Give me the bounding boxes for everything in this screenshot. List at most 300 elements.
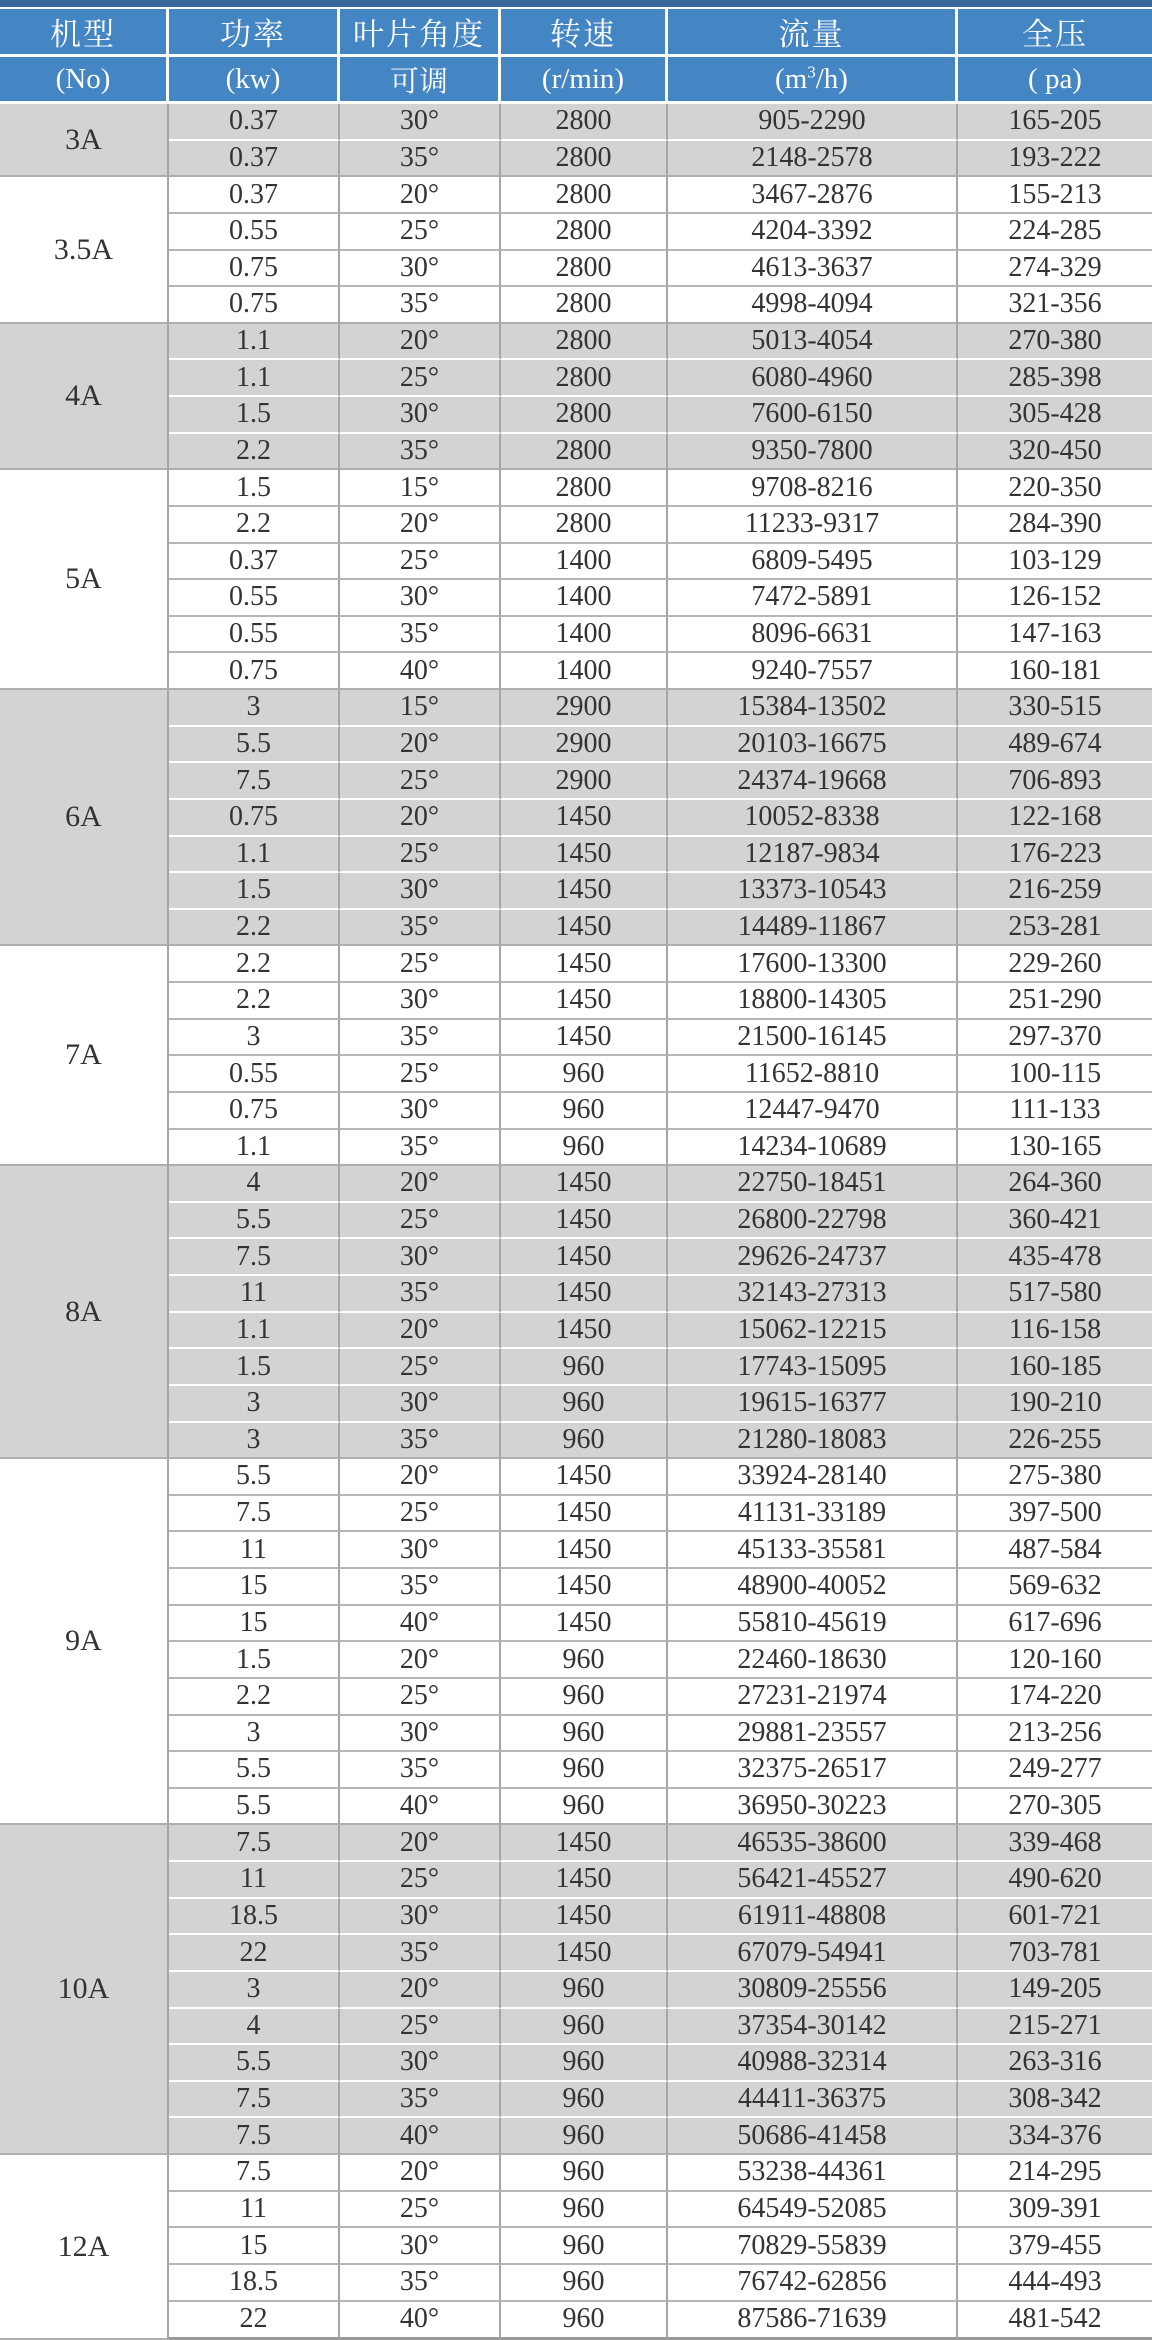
speed-cell: 1450: [501, 1276, 668, 1313]
pressure-cell: 160-181: [958, 653, 1152, 690]
spec-row: [0, 324, 1152, 361]
spec-row: [0, 251, 1152, 288]
spec-row: [0, 1972, 1152, 2009]
flow-cell: 7472-5891: [668, 580, 958, 617]
speed-cell: 1450: [501, 946, 668, 983]
pressure-cell: 149-205: [958, 1972, 1152, 2009]
power-cell: 1.5: [169, 873, 340, 910]
angle-cell: 30°: [340, 873, 501, 910]
spec-row: [0, 2009, 1152, 2046]
angle-cell: 35°: [340, 910, 501, 947]
spec-row: [0, 507, 1152, 544]
flow-cell: 67079-54941: [668, 1935, 958, 1972]
angle-cell: 35°: [340, 1935, 501, 1972]
power-cell: 5.5: [169, 1203, 340, 1240]
power-cell: 11: [169, 2192, 340, 2229]
flow-cell: 29626-24737: [668, 1239, 958, 1276]
flow-cell: 46535-38600: [668, 1825, 958, 1862]
angle-cell: 30°: [340, 397, 501, 434]
speed-cell: 960: [501, 2155, 668, 2192]
power-cell: 3: [169, 1716, 340, 1753]
power-cell: 3: [169, 690, 340, 727]
angle-cell: 30°: [340, 580, 501, 617]
speed-cell: 1450: [501, 1899, 668, 1936]
speed-cell: 2800: [501, 287, 668, 324]
pressure-cell: 100-115: [958, 1056, 1152, 1093]
speed-cell: 2800: [501, 397, 668, 434]
pressure-cell: 174-220: [958, 1679, 1152, 1716]
speed-cell: 960: [501, 1056, 668, 1093]
spec-row: [0, 653, 1152, 690]
pressure-cell: 490-620: [958, 1862, 1152, 1899]
angle-cell: 20°: [340, 1459, 501, 1496]
speed-cell: 2800: [501, 324, 668, 361]
speed-cell: 960: [501, 2082, 668, 2119]
model-cell: 8A: [0, 1166, 169, 1459]
unit-blade-angle: 可调: [340, 57, 501, 104]
flow-cell: 12187-9834: [668, 837, 958, 874]
flow-cell: 64549-52085: [668, 2192, 958, 2229]
angle-cell: 30°: [340, 104, 501, 141]
speed-cell: 1450: [501, 1313, 668, 1350]
flow-cell: 4204-3392: [668, 214, 958, 251]
speed-cell: 960: [501, 1789, 668, 1826]
power-cell: 3: [169, 1386, 340, 1423]
pressure-cell: 226-255: [958, 1423, 1152, 1460]
spec-row: [0, 800, 1152, 837]
speed-cell: 960: [501, 1972, 668, 2009]
speed-cell: 2900: [501, 690, 668, 727]
header-power: 功率: [169, 9, 340, 57]
angle-cell: 30°: [340, 2228, 501, 2265]
speed-cell: 960: [501, 2118, 668, 2155]
power-cell: 0.55: [169, 617, 340, 654]
pressure-cell: 120-160: [958, 1642, 1152, 1679]
model-cell: 9A: [0, 1459, 169, 1825]
power-cell: 1.1: [169, 324, 340, 361]
power-cell: 0.37: [169, 177, 340, 214]
speed-cell: 2800: [501, 434, 668, 471]
spec-row: [0, 1825, 1152, 1862]
spec-row: [0, 1569, 1152, 1606]
flow-cell: 17600-13300: [668, 946, 958, 983]
angle-cell: 30°: [340, 983, 501, 1020]
spec-row: [0, 1532, 1152, 1569]
pressure-cell: 601-721: [958, 1899, 1152, 1936]
speed-cell: 960: [501, 2302, 668, 2340]
pressure-cell: 297-370: [958, 1020, 1152, 1057]
flow-cell: 87586-71639: [668, 2302, 958, 2340]
pressure-cell: 122-168: [958, 800, 1152, 837]
pressure-cell: 190-210: [958, 1386, 1152, 1423]
power-cell: 5.5: [169, 2045, 340, 2082]
flow-cell: 6809-5495: [668, 544, 958, 581]
angle-cell: 30°: [340, 1716, 501, 1753]
power-cell: 15: [169, 1606, 340, 1643]
power-cell: 0.55: [169, 1056, 340, 1093]
flow-cell: 9350-7800: [668, 434, 958, 471]
spec-row: [0, 1239, 1152, 1276]
flow-cell: 17743-15095: [668, 1349, 958, 1386]
spec-row: [0, 983, 1152, 1020]
header-speed: 转速: [501, 9, 668, 57]
power-cell: 0.75: [169, 800, 340, 837]
speed-cell: 2800: [501, 507, 668, 544]
unit-model: (No): [0, 57, 169, 104]
speed-cell: 960: [501, 1423, 668, 1460]
angle-cell: 35°: [340, 1423, 501, 1460]
speed-cell: 1400: [501, 617, 668, 654]
power-cell: 7.5: [169, 1496, 340, 1533]
speed-cell: 1450: [501, 1569, 668, 1606]
pressure-cell: 517-580: [958, 1276, 1152, 1313]
power-cell: 1.1: [169, 837, 340, 874]
pressure-cell: 330-515: [958, 690, 1152, 727]
power-cell: 0.75: [169, 251, 340, 288]
flow-cell: 7600-6150: [668, 397, 958, 434]
flow-cell: 24374-19668: [668, 763, 958, 800]
angle-cell: 35°: [340, 1752, 501, 1789]
speed-cell: 960: [501, 2228, 668, 2265]
power-cell: 2.2: [169, 507, 340, 544]
speed-cell: 2800: [501, 214, 668, 251]
spec-row: [0, 873, 1152, 910]
pressure-cell: 703-781: [958, 1935, 1152, 1972]
power-cell: 15: [169, 1569, 340, 1606]
spec-row: [0, 2265, 1152, 2302]
power-cell: 1.5: [169, 1642, 340, 1679]
pressure-cell: 360-421: [958, 1203, 1152, 1240]
angle-cell: 15°: [340, 690, 501, 727]
spec-row: [0, 1130, 1152, 1167]
flow-cell: 8096-6631: [668, 617, 958, 654]
pressure-cell: 147-163: [958, 617, 1152, 654]
angle-cell: 25°: [340, 763, 501, 800]
spec-row: [0, 946, 1152, 983]
pressure-cell: 103-129: [958, 544, 1152, 581]
superscript-3: 3: [807, 61, 816, 81]
flow-cell: 21500-16145: [668, 1020, 958, 1057]
flow-cell: 6080-4960: [668, 360, 958, 397]
angle-cell: 35°: [340, 1130, 501, 1167]
power-cell: 7.5: [169, 1825, 340, 1862]
spec-row: [0, 104, 1152, 141]
angle-cell: 35°: [340, 617, 501, 654]
unit-speed: (r/min): [501, 57, 668, 104]
power-cell: 1.1: [169, 360, 340, 397]
flow-cell: 30809-25556: [668, 1972, 958, 2009]
angle-cell: 35°: [340, 287, 501, 324]
power-cell: 11: [169, 1532, 340, 1569]
speed-cell: 2800: [501, 470, 668, 507]
flow-cell: 21280-18083: [668, 1423, 958, 1460]
pressure-cell: 224-285: [958, 214, 1152, 251]
flow-cell: 44411-36375: [668, 2082, 958, 2119]
pressure-cell: 111-133: [958, 1093, 1152, 1130]
model-cell: 3A: [0, 104, 169, 177]
speed-cell: 960: [501, 1130, 668, 1167]
unit-power: (kw): [169, 57, 340, 104]
spec-row: [0, 1496, 1152, 1533]
flow-cell: 10052-8338: [668, 800, 958, 837]
power-cell: 0.37: [169, 544, 340, 581]
pressure-cell: 309-391: [958, 2192, 1152, 2229]
pressure-cell: 165-205: [958, 104, 1152, 141]
spec-row: [0, 1093, 1152, 1130]
pressure-cell: 284-390: [958, 507, 1152, 544]
spec-row: [0, 1642, 1152, 1679]
angle-cell: 25°: [340, 946, 501, 983]
spec-row: [0, 837, 1152, 874]
spec-row: [0, 1313, 1152, 1350]
spec-row: [0, 214, 1152, 251]
power-cell: 0.55: [169, 214, 340, 251]
speed-cell: 1450: [501, 837, 668, 874]
angle-cell: 20°: [340, 800, 501, 837]
pressure-cell: 213-256: [958, 1716, 1152, 1753]
flow-cell: 12447-9470: [668, 1093, 958, 1130]
table-body: [0, 104, 1152, 2340]
power-cell: 3: [169, 1423, 340, 1460]
power-cell: 3: [169, 1020, 340, 1057]
speed-cell: 1450: [501, 1239, 668, 1276]
power-cell: 0.37: [169, 141, 340, 178]
flow-cell: 27231-21974: [668, 1679, 958, 1716]
model-cell: 10A: [0, 1825, 169, 2155]
angle-cell: 20°: [340, 1825, 501, 1862]
angle-cell: 35°: [340, 2265, 501, 2302]
flow-cell: 5013-4054: [668, 324, 958, 361]
flow-cell: 14234-10689: [668, 1130, 958, 1167]
spec-row: [0, 2155, 1152, 2192]
angle-cell: 25°: [340, 1496, 501, 1533]
speed-cell: 2900: [501, 727, 668, 764]
spec-row: [0, 287, 1152, 324]
speed-cell: 1400: [501, 544, 668, 581]
spec-row: [0, 1386, 1152, 1423]
power-cell: 0.37: [169, 104, 340, 141]
angle-cell: 20°: [340, 507, 501, 544]
speed-cell: 960: [501, 2009, 668, 2046]
spec-row: [0, 690, 1152, 727]
angle-cell: 25°: [340, 1349, 501, 1386]
pressure-cell: 706-893: [958, 763, 1152, 800]
flow-cell: 56421-45527: [668, 1862, 958, 1899]
pressure-cell: 270-380: [958, 324, 1152, 361]
speed-cell: 2800: [501, 177, 668, 214]
pressure-cell: 489-674: [958, 727, 1152, 764]
spec-row: [0, 1679, 1152, 1716]
speed-cell: 960: [501, 2192, 668, 2229]
pressure-cell: 253-281: [958, 910, 1152, 947]
unit-pressure: ( pa): [958, 57, 1152, 104]
spec-row: [0, 1862, 1152, 1899]
flow-cell: 11652-8810: [668, 1056, 958, 1093]
angle-cell: 25°: [340, 2009, 501, 2046]
pressure-cell: 305-428: [958, 397, 1152, 434]
model-cell: 7A: [0, 946, 169, 1166]
speed-cell: 1450: [501, 1825, 668, 1862]
fan-spec-table: [0, 9, 1152, 2340]
power-cell: 2.2: [169, 946, 340, 983]
flow-cell: 32375-26517: [668, 1752, 958, 1789]
flow-cell: 50686-41458: [668, 2118, 958, 2155]
spec-row: [0, 1789, 1152, 1826]
angle-cell: 25°: [340, 2192, 501, 2229]
speed-cell: 1450: [501, 983, 668, 1020]
header-unit-row: [0, 57, 1152, 104]
speed-cell: 1450: [501, 1203, 668, 1240]
power-cell: 7.5: [169, 2155, 340, 2192]
model-cell: 12A: [0, 2155, 169, 2340]
flow-cell: 22750-18451: [668, 1166, 958, 1203]
model-cell: 3.5A: [0, 177, 169, 324]
power-cell: 5.5: [169, 727, 340, 764]
speed-cell: 2800: [501, 360, 668, 397]
spec-row: [0, 544, 1152, 581]
spec-row: [0, 397, 1152, 434]
spec-row: [0, 763, 1152, 800]
pressure-cell: 215-271: [958, 2009, 1152, 2046]
flow-cell: 37354-30142: [668, 2009, 958, 2046]
pressure-cell: 251-290: [958, 983, 1152, 1020]
pressure-cell: 320-450: [958, 434, 1152, 471]
angle-cell: 25°: [340, 1203, 501, 1240]
flow-cell: 36950-30223: [668, 1789, 958, 1826]
power-cell: 0.75: [169, 1093, 340, 1130]
header-title-row: [0, 9, 1152, 57]
power-cell: 1.5: [169, 1349, 340, 1386]
flow-cell: 45133-35581: [668, 1532, 958, 1569]
angle-cell: 35°: [340, 1569, 501, 1606]
model-cell: 5A: [0, 470, 169, 690]
top-accent-bar: [0, 0, 1152, 9]
angle-cell: 25°: [340, 1056, 501, 1093]
spec-row: [0, 2045, 1152, 2082]
power-cell: 0.75: [169, 287, 340, 324]
spec-row: [0, 1056, 1152, 1093]
speed-cell: 960: [501, 2265, 668, 2302]
speed-cell: 1450: [501, 1459, 668, 1496]
angle-cell: 40°: [340, 1789, 501, 1826]
pressure-cell: 569-632: [958, 1569, 1152, 1606]
angle-cell: 30°: [340, 1386, 501, 1423]
speed-cell: 1450: [501, 1020, 668, 1057]
flow-cell: 2148-2578: [668, 141, 958, 178]
model-cell: 4A: [0, 324, 169, 471]
model-cell: 6A: [0, 690, 169, 946]
angle-cell: 30°: [340, 1532, 501, 1569]
flow-cell: 905-2290: [668, 104, 958, 141]
pressure-cell: 220-350: [958, 470, 1152, 507]
angle-cell: 40°: [340, 1606, 501, 1643]
spec-row: [0, 617, 1152, 654]
power-cell: 1.5: [169, 470, 340, 507]
angle-cell: 30°: [340, 1899, 501, 1936]
speed-cell: 2900: [501, 763, 668, 800]
power-cell: 0.75: [169, 653, 340, 690]
flow-cell: 70829-55839: [668, 2228, 958, 2265]
pressure-cell: 435-478: [958, 1239, 1152, 1276]
flow-cell: 40988-32314: [668, 2045, 958, 2082]
angle-cell: 25°: [340, 1679, 501, 1716]
flow-cell: 4613-3637: [668, 251, 958, 288]
pressure-cell: 334-376: [958, 2118, 1152, 2155]
spec-row: [0, 1606, 1152, 1643]
angle-cell: 15°: [340, 470, 501, 507]
power-cell: 2.2: [169, 1679, 340, 1716]
power-cell: 5.5: [169, 1789, 340, 1826]
pressure-cell: 116-158: [958, 1313, 1152, 1350]
pressure-cell: 481-542: [958, 2302, 1152, 2340]
pressure-cell: 264-360: [958, 1166, 1152, 1203]
pressure-cell: 176-223: [958, 837, 1152, 874]
speed-cell: 1450: [501, 1606, 668, 1643]
header-model: 机型: [0, 9, 169, 57]
power-cell: 4: [169, 1166, 340, 1203]
unit-flow: $(m^3/h)$: [668, 57, 958, 104]
flow-cell: 76742-62856: [668, 2265, 958, 2302]
power-cell: 5.5: [169, 1459, 340, 1496]
flow-cell: 18800-14305: [668, 983, 958, 1020]
power-cell: 1.1: [169, 1130, 340, 1167]
angle-cell: 35°: [340, 2082, 501, 2119]
spec-row: [0, 2228, 1152, 2265]
flow-cell: 9240-7557: [668, 653, 958, 690]
flow-cell: 61911-48808: [668, 1899, 958, 1936]
angle-cell: 20°: [340, 2155, 501, 2192]
power-cell: 2.2: [169, 434, 340, 471]
power-cell: 22: [169, 2302, 340, 2340]
power-cell: 18.5: [169, 2265, 340, 2302]
speed-cell: 1450: [501, 873, 668, 910]
flow-cell: 22460-18630: [668, 1642, 958, 1679]
power-cell: 0.55: [169, 580, 340, 617]
table-header: [0, 9, 1152, 104]
speed-cell: 960: [501, 1752, 668, 1789]
speed-cell: 1450: [501, 1935, 668, 1972]
header-flow: 流量: [668, 9, 958, 57]
angle-cell: 25°: [340, 214, 501, 251]
power-cell: 22: [169, 1935, 340, 1972]
spec-row: [0, 1423, 1152, 1460]
spec-row: [0, 1935, 1152, 1972]
angle-cell: 25°: [340, 1862, 501, 1899]
spec-row: [0, 1716, 1152, 1753]
angle-cell: 35°: [340, 1020, 501, 1057]
flow-cell: 15062-12215: [668, 1313, 958, 1350]
angle-cell: 30°: [340, 1239, 501, 1276]
flow-cell: 48900-40052: [668, 1569, 958, 1606]
flow-cell: 26800-22798: [668, 1203, 958, 1240]
spec-row: [0, 1899, 1152, 1936]
pressure-cell: 263-316: [958, 2045, 1152, 2082]
flow-cell: 11233-9317: [668, 507, 958, 544]
power-cell: 2.2: [169, 910, 340, 947]
speed-cell: 960: [501, 1716, 668, 1753]
spec-row: [0, 1459, 1152, 1496]
speed-cell: 960: [501, 1386, 668, 1423]
flow-cell: 32143-27313: [668, 1276, 958, 1313]
power-cell: 15: [169, 2228, 340, 2265]
flow-cell: 33924-28140: [668, 1459, 958, 1496]
speed-cell: 1450: [501, 1496, 668, 1533]
pressure-cell: 155-213: [958, 177, 1152, 214]
power-cell: 18.5: [169, 1899, 340, 1936]
angle-cell: 40°: [340, 2118, 501, 2155]
power-cell: 1.1: [169, 1313, 340, 1350]
flow-cell: 53238-44361: [668, 2155, 958, 2192]
